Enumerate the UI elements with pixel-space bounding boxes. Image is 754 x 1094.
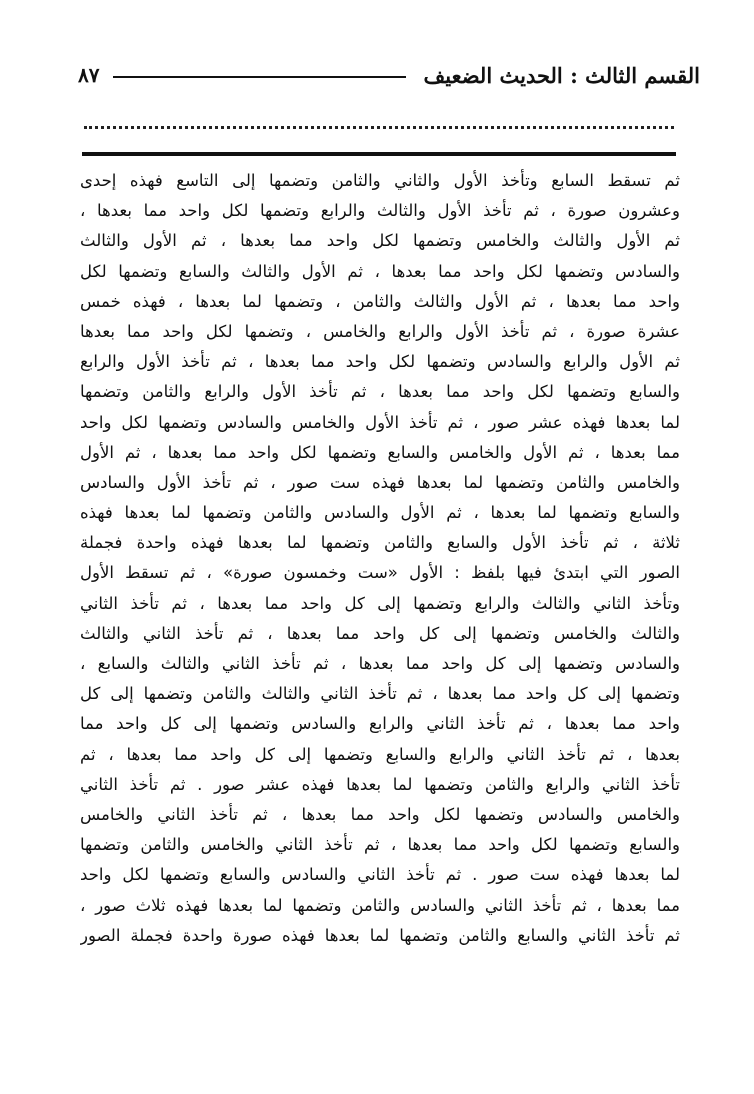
text-line: ثم تسقط السابع وتأخذ الأول والثاني والثامن وتضمها إلى التاسع فهذه إحدى: [80, 171, 680, 190]
text-line: والسابع وتضمها لما بعدها ، ثم الأول والسادس والثامن وتضمها لما بعدها فهذه: [80, 503, 680, 523]
text-line: واحد مما بعدها ، ثم تأخذ الثاني والرابع والسادس وتضمها إلى كل واحد مما: [80, 714, 680, 734]
text-line: واحد مما بعدها ، ثم الأول والثالث والثامن ، وتضمها لما بعدها ، فهذه خمس: [80, 291, 680, 311]
main-text: [80, 166, 680, 951]
text-line: مما بعدها ، ثم الأول والخامس والسابع وتضمها لكل واحد مما بعدها ، ثم الأول: [80, 442, 680, 462]
text-line: والخامس والسادس وتضمها لكل واحد مما بعدها ، ثم تأخذ الثاني والخامس: [80, 804, 680, 824]
text-line: ثم الأول والرابع والسادس وتضمها لكل واحد مما بعدها ، ثم تأخذ الأول والرابع: [80, 352, 680, 372]
dotted-separator: [84, 126, 674, 139]
text-line: لما بعدها فهذه ست صور . ثم تأخذ الثاني والسادس والسابع وتضمها لكل واحد: [80, 865, 680, 885]
text-line: الصور التي ابتدئ فيها بلفظ : الأول «ست وخمسون صورة» ، ثم تسقط الأول: [80, 563, 680, 583]
text-line: والثالث والخامس وتضمها إلى كل واحد مما بعدها ، ثم تأخذ الثاني والثالث: [80, 623, 680, 643]
text-line: ثلاثة ، ثم تأخذ الأول والسابع والثامن وتضمها لما بعدها فهذه واحدة فجملة: [80, 533, 680, 553]
page-number: ٨٧: [78, 63, 100, 87]
running-header: [78, 58, 700, 92]
text-line: لما بعدها فهذه عشر صور ، ثم تأخذ الأول والخامس والسادس وتضمها لكل واحد: [80, 412, 680, 432]
text-line: والسادس وتضمها لكل واحد مما بعدها ، ثم الأول والثالث والسابع وتضمها لكل: [80, 261, 680, 281]
text-line: ثم الأول والثالث والخامس وتضمها لكل واحد مما بعدها ، ثم الأول والثالث: [80, 231, 680, 251]
text-line: وتضمها إلى كل واحد مما بعدها ، ثم تأخذ الثاني والثالث والثامن وتضمها إلى كل: [80, 684, 680, 704]
header-rule: [113, 76, 405, 78]
text-line: تأخذ الثاني والرابع والثامن وتضمها لما بعدها فهذه عشر صور . ثم تأخذ الثاني: [80, 774, 680, 794]
thick-rule-separator: [82, 152, 676, 156]
text-line: والسادس وتضمها إلى كل واحد مما بعدها ، ثم تأخذ الثاني والثالث والسابع ،: [80, 654, 680, 673]
text-line: والخامس والثامن وتضمها لما بعدها فهذه ست صور ، ثم تأخذ الأول والسادس: [80, 472, 680, 492]
text-line: مما بعدها ، ثم تأخذ الثاني والسادس والثامن وتضمها لما بعدها فهذه ثلاث صور ،: [80, 895, 680, 915]
running-header-title: القسم الثالث : الحديث الضعيف: [423, 62, 700, 88]
text-line: بعدها ، ثم تأخذ الثاني والرابع والسابع وتضمها إلى كل واحد مما بعدها ، ثم: [80, 744, 680, 764]
text-line: والسابع وتضمها لكل واحد مما بعدها ، ثم تأخذ الثاني والخامس والثامن وتضمها: [80, 835, 680, 855]
text-line: وعشرون صورة ، ثم تأخذ الأول والثالث والرابع وتضمها لكل واحد مما بعدها ،: [80, 201, 680, 221]
text-line: والسابع وتضمها لكل واحد مما بعدها ، ثم تأخذ الأول والرابع والثامن وتضمها: [80, 382, 680, 402]
text-line: عشرة صورة ، ثم تأخذ الأول والرابع والخامس ، وتضمها لكل واحد مما بعدها: [80, 321, 680, 341]
text-line: وتأخذ الثاني والثالث والرابع وتضمها إلى كل واحد مما بعدها ، ثم تأخذ الثاني: [80, 593, 680, 613]
text-line: ثم تأخذ الثاني والسابع والثامن وتضمها لما بعدها فهذه صورة واحدة فجملة الصور: [80, 925, 680, 945]
